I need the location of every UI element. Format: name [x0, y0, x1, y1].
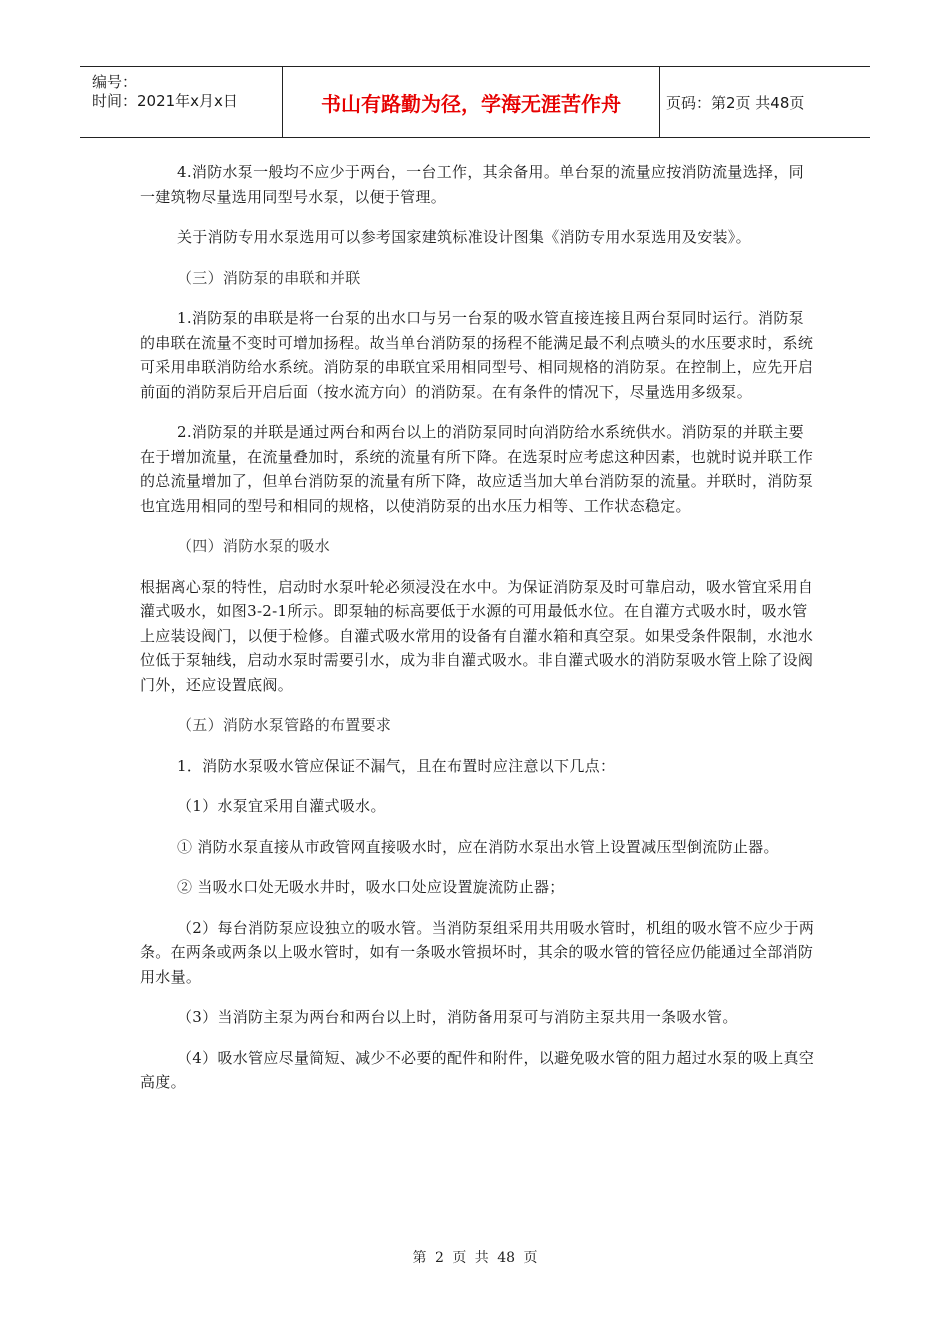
paragraph: ② 当吸水口处无吸水井时，吸水口处应设置旋流防止器；: [177, 878, 565, 896]
code-label: 编号：: [92, 73, 138, 91]
footer-ye: 页: [523, 1250, 538, 1266]
paragraph: （1）水泵宜采用自灌式吸水。: [177, 797, 386, 815]
footer-page-number: 2: [434, 1250, 444, 1266]
section-heading: （四）消防水泵的吸水: [177, 537, 331, 555]
header-motto: 书山有路勤为径，学海无涯苦作舟: [283, 67, 660, 137]
paragraph: （4）吸水管应尽量简短、减少不必要的配件和附件，以避免吸水管的阻力超过水泵的吸上真空高度。: [140, 1048, 815, 1091]
time-label: 时间：2021年x月x日: [92, 92, 238, 110]
section-heading: （五）消防水泵管路的布置要求: [177, 716, 392, 734]
paragraph: （3）当消防主泵为两台和两台以上时，消防备用泵可与消防主泵共用一条吸水管。: [177, 1008, 738, 1026]
footer-gong: 共: [474, 1250, 489, 1266]
page-footer: [0, 1247, 950, 1267]
footer-total-pages: 48: [497, 1250, 516, 1266]
section-heading: （三）消防泵的串联和并联: [177, 268, 361, 287]
header-page-info: 页码：第2页 共48页: [666, 93, 805, 112]
footer-di: 第: [412, 1250, 427, 1266]
paragraph: 关于消防专用水泵选用可以参考国家建筑标准设计图集《消防专用水泵选用及安装》。: [177, 228, 751, 246]
paragraph: 4.消防水泵一般均不应少于两台，一台工作，其余备用。单台泵的流量应按消防流量选择，同一建筑物尽量选用同型号水泵，以便于管理。: [140, 163, 804, 206]
footer-ye: 页: [452, 1250, 467, 1266]
header-meta: [80, 67, 283, 137]
paragraph: 1．消防水泵吸水管应保证不漏气，且在布置时应注意以下几点：: [177, 756, 616, 775]
page-header: [80, 66, 870, 138]
paragraph: 1.消防泵的串联是将一台泵的出水口与另一台泵的吸水管直接连接且两台泵同时运行。消防泵的串联在流量不变时可增加扬程。故当单台消防泵的扬程不能满足最不利点喷头的水压要求时，系统可采用串联消防给水系统。消防泵的串联宜采用相同型号、相同规格的消防泵。在控制上，应先开启前面的消防泵后开启后面（按水流方向）的消防泵。在有条件的情况下，尽量选用多级泵。: [140, 309, 814, 401]
paragraph: ① 消防水泵直接从市政管网直接吸水时，应在消防水泵出水管上设置减压型倒流防止器。: [177, 837, 779, 856]
paragraph: （2）每台消防泵应设独立的吸水管。当消防泵组采用共用吸水管时，机组的吸水管不应少于两条。在两条或两条以上吸水管时，如有一条吸水管损坏时，其余的吸水管的管径应仍能通过全部消防用水量。: [140, 918, 815, 986]
paragraph: 2.消防泵的并联是通过两台和两台以上的消防泵同时向消防给水系统供水。消防泵的并联主要在于增加流量，在流量叠加时，系统的流量有所下降。在选泵时应考虑这种因素，也就时说并联工作的总流量增加了，但单台消防泵的流量有所下降，故应适当加大单台消防泵的流量。并联时，消防泵也宜选用相同的型号和相同的规格，以使消防泵的出水压力相等、工作状态稳定。: [140, 423, 814, 515]
paragraph: 根据离心泵的特性，启动时水泵叶轮必须浸没在水中。为保证消防泵及时可靠启动，吸水管宜采用自灌式吸水，如图3-2-1所示。即泵轴的标高要低于水源的可用最低水位。在自灌方式吸水时，吸水管上应装设阀门，以便于检修。自灌式吸水常用的设备有自灌水箱和真空泵。如果受条件限制，水池水位低于泵轴线，启动水泵时需要引水，成为非自灌式吸水。非自灌式吸水的消防泵吸水管上除了设阀门外，还应设置底阀。: [140, 577, 814, 694]
document-body: [140, 160, 815, 1111]
